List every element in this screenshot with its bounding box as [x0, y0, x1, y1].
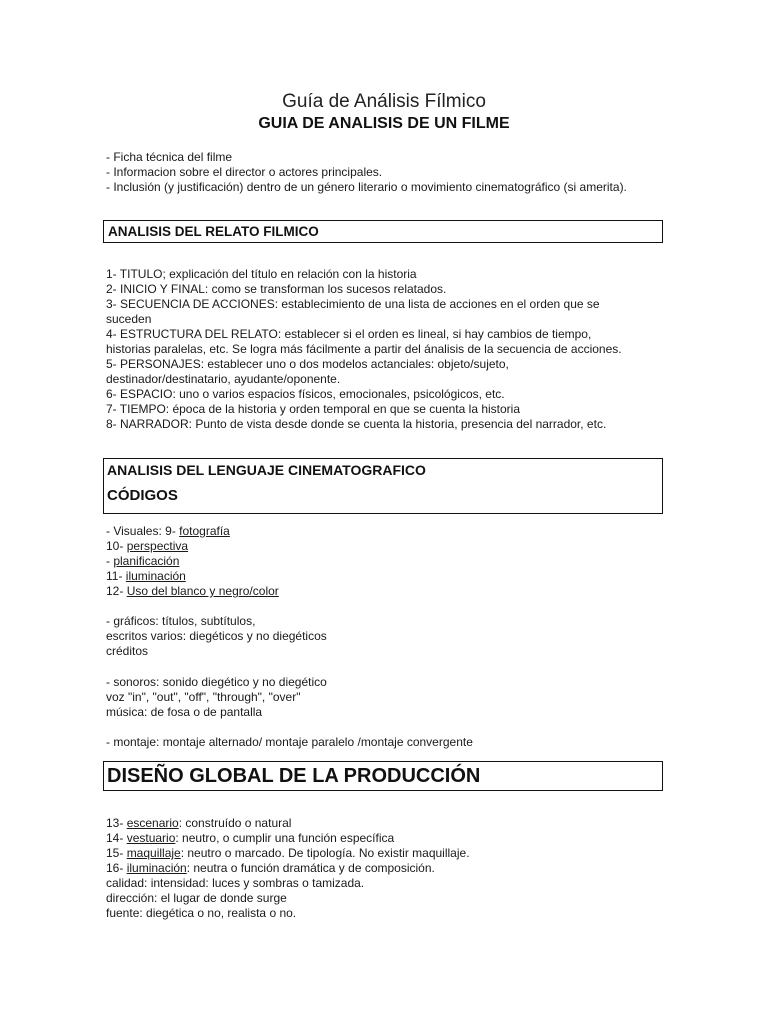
visuales-line: - Visuales: 9- fotografía: [106, 524, 230, 538]
link-fotografia[interactable]: fotografía: [179, 524, 230, 538]
relato-item: destinador/destinatario, ayudante/oponente.: [106, 372, 341, 386]
relato-list: [106, 267, 622, 432]
document-title: Guía de Análisis Fílmico: [282, 91, 486, 112]
visuales-line: - planificación: [106, 554, 180, 568]
link-iluminacion-diseno[interactable]: iluminación: [126, 861, 187, 875]
relato-item: 2- INICIO Y FINAL: como se transforman los sucesos relatados.: [106, 282, 447, 296]
relato-item: 3- SECUENCIA DE ACCIONES: establecimiento de una lista de acciones en el orden que se: [106, 297, 600, 311]
visuales-line: 11- iluminación: [106, 569, 186, 583]
visuales-list: [106, 524, 279, 599]
intro-item: - Informacion sobre el director o actores principales.: [106, 165, 383, 179]
link-iluminacion[interactable]: iluminación: [125, 569, 186, 583]
diseno-item: 15- maquillaje: neutro o marcado. De tipología. No existir maquillaje.: [106, 846, 470, 860]
section-heading-diseno: [103, 761, 663, 791]
relato-item: 6- ESPACIO: uno o varios espacios físicos, emocionales, psicológicos, etc.: [106, 387, 505, 401]
link-escenario[interactable]: escenario: [126, 816, 179, 830]
montaje-line: - montaje: montaje alternado/ montaje paralelo /montaje convergente: [106, 735, 473, 749]
sonoros-line: voz "in", "out", "off", "through", "over": [106, 690, 301, 704]
section-heading-text: ANALISIS DEL LENGUAJE CINEMATOGRAFICO: [107, 462, 426, 478]
relato-item: 4- ESTRUCTURA DEL RELATO: establecer si el orden es lineal, si hay cambios de tiempo,: [106, 327, 592, 341]
intro-item: - Inclusión (y justificación) dentro de un género literario o movimiento cinematográfico (si amerita).: [106, 180, 627, 194]
link-planificacion[interactable]: planificación: [113, 554, 180, 568]
section-heading-text: ANALISIS DEL RELATO FILMICO: [108, 224, 319, 239]
relato-item: 1- TITULO; explicación del título en relación con la historia: [106, 267, 417, 281]
diseno-extra: fuente: diegética o no, realista o no.: [106, 906, 297, 920]
diseno-item: 13- escenario: construído o natural: [106, 816, 292, 830]
relato-item: historias paralelas, etc. Se logra más fácilmente a partir del ánalisis de la secuencia de acciones.: [106, 342, 622, 356]
relato-item: 5- PERSONAJES: establecer uno o dos modelos actanciales: objeto/sujeto,: [106, 357, 509, 371]
diseno-item: 16- iluminación: neutra o función dramática y de composición.: [106, 861, 435, 875]
link-vestuario[interactable]: vestuario: [126, 831, 176, 845]
diseno-list: [106, 816, 470, 921]
link-maquillaje[interactable]: maquillaje: [126, 846, 181, 860]
link-blanco-negro-color[interactable]: Uso del blanco y negro/color: [126, 584, 279, 598]
visuales-line: 12- Uso del blanco y negro/color: [106, 584, 279, 598]
diseno-extra: dirección: el lugar de donde surge: [106, 891, 287, 905]
relato-item: 7- TIEMPO: época de la historia y orden temporal en que se cuenta la historia: [106, 402, 521, 416]
section-heading-lenguaje: [103, 458, 663, 514]
intro-item: - Ficha técnica del filme: [106, 150, 233, 164]
graficos-line: - gráficos: títulos, subtítulos,: [106, 614, 256, 628]
diseno-item: 14- vestuario: neutro, o cumplir una función específica: [106, 831, 395, 845]
intro-list: [106, 150, 627, 195]
document-subtitle: GUIA DE ANALISIS DE UN FILME: [258, 115, 510, 132]
section-heading-text: DISEÑO GLOBAL DE LA PRODUCCIÓN: [107, 765, 481, 787]
sonoros-line: música: de fosa o de pantalla: [106, 705, 263, 719]
graficos-line: escritos varios: diegéticos y no diegéticos: [106, 629, 327, 643]
link-perspectiva[interactable]: perspectiva: [126, 539, 189, 553]
sonoros-line: - sonoros: sonido diegético y no diegético: [106, 675, 327, 689]
diseno-extra: calidad: intensidad: luces y sombras o tamizada.: [106, 876, 365, 890]
graficos-line: créditos: [106, 644, 149, 658]
visuales-line: 10- perspectiva: [106, 539, 189, 553]
sonoros-list: [106, 675, 327, 720]
relato-item: 8- NARRADOR: Punto de vista desde donde se cuenta la historia, presencia del narrador, etc.: [106, 417, 607, 431]
graficos-list: [106, 614, 327, 659]
section-heading-relato: [103, 220, 663, 243]
relato-item: suceden: [106, 312, 152, 326]
section-subheading-codigos: CÓDIGOS: [107, 487, 178, 504]
